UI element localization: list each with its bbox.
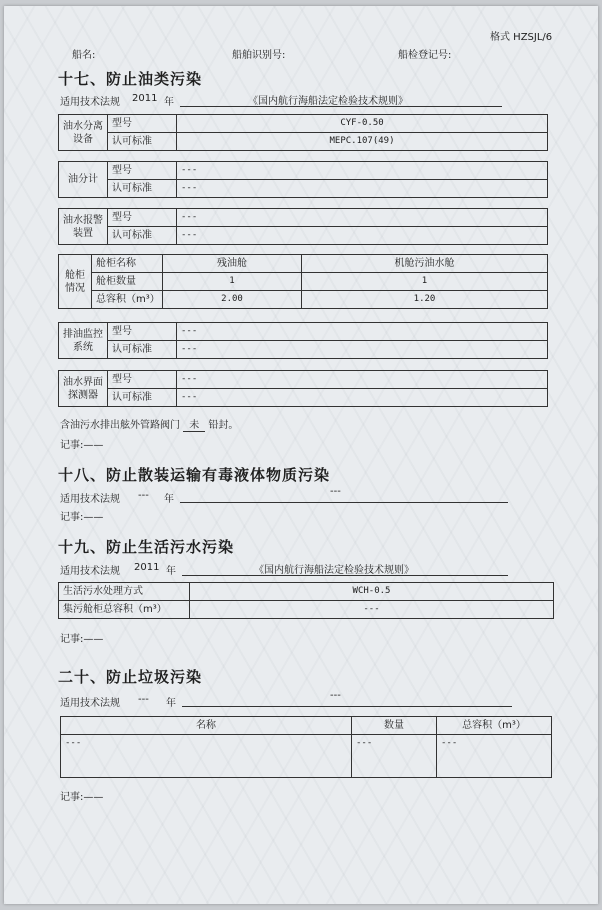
std-label: 认可标准 xyxy=(108,227,177,245)
type-label: 型号 xyxy=(108,371,177,389)
oil-meter-table xyxy=(58,161,548,198)
s20-notes: 记事:—— xyxy=(60,792,104,803)
oil-meter-type: --- xyxy=(177,162,548,180)
type-label: 型号 xyxy=(108,323,177,341)
std-label: 认可标准 xyxy=(108,180,177,198)
section-18-title: 十八、防止散装运输有毒液体物质污染 xyxy=(58,466,331,484)
discharge-monitor-label: 排油监控系统 xyxy=(59,323,108,359)
oil-alarm-label: 油水报警装置 xyxy=(59,209,108,245)
oil-alarm-type: --- xyxy=(177,209,548,227)
discharge-monitor-table xyxy=(58,322,548,359)
s17-notes: 记事:—— xyxy=(60,440,104,451)
oil-meter-label: 油分计 xyxy=(59,162,108,198)
s20-reg-underline xyxy=(182,706,512,707)
garbage-col-volume: 总容积（m³） xyxy=(437,717,552,735)
oil-alarm-table xyxy=(58,208,548,245)
sewage-method-label: 生活污水处理方式 xyxy=(59,583,190,601)
s19-notes: 记事:—— xyxy=(60,634,104,645)
discharge-monitor-type: --- xyxy=(177,323,548,341)
tank-count-1: 1 xyxy=(163,273,302,291)
s19-reg-suffix: 年 xyxy=(166,566,176,577)
valve-value: 未 xyxy=(183,416,205,432)
type-label: 型号 xyxy=(108,162,177,180)
oil-alarm-std: --- xyxy=(177,227,548,245)
valve-seal-text xyxy=(60,416,238,432)
s20-reg-name: --- xyxy=(330,690,341,701)
section-20-title: 二十、防止垃圾污染 xyxy=(58,668,203,686)
oil-meter-std: --- xyxy=(177,180,548,198)
garbage-col-qty: 数量 xyxy=(352,717,437,735)
s20-reg-prefix: 适用技术法规 xyxy=(60,698,120,709)
tank-volume-label: 总容积（m³） xyxy=(92,291,163,309)
std-label: 认可标准 xyxy=(108,389,177,407)
sewage-table xyxy=(58,582,554,619)
ship-id-label: 船舶识别号: xyxy=(232,50,286,61)
type-label: 型号 xyxy=(108,209,177,227)
garbage-row-qty: --- xyxy=(352,735,437,778)
valve-prefix: 含油污水排出舷外管路阀门 xyxy=(60,420,180,431)
oil-separator-type: CYF-0.50 xyxy=(177,115,548,133)
tank-volume-2: 1.20 xyxy=(302,291,548,309)
std-label: 认可标准 xyxy=(108,341,177,359)
section-17-title: 十七、防止油类污染 xyxy=(58,70,203,88)
s18-reg-suffix: 年 xyxy=(164,494,174,505)
s18-reg-prefix: 适用技术法规 xyxy=(60,494,120,505)
s19-reg-prefix: 适用技术法规 xyxy=(60,566,120,577)
type-label: 型号 xyxy=(108,115,177,133)
oil-separator-std: MEPC.107(49) xyxy=(177,133,548,151)
s17-reg-year: 2011 xyxy=(132,93,158,104)
s20-reg-suffix: 年 xyxy=(166,698,176,709)
tank-count-label: 舱柜数量 xyxy=(92,273,163,291)
ship-name-label: 船名: xyxy=(72,50,96,61)
s18-reg-year: --- xyxy=(138,490,149,501)
form-page xyxy=(4,6,598,904)
tank-name-label: 舱柜名称 xyxy=(92,255,163,273)
tank-volume-1: 2.00 xyxy=(163,291,302,309)
std-label: 认可标准 xyxy=(108,133,177,151)
tanks-table xyxy=(58,254,548,309)
s18-reg-underline xyxy=(180,502,508,503)
sewage-volume-value: --- xyxy=(190,601,554,619)
sewage-volume-label: 集污舱柜总容积（m³） xyxy=(59,601,190,619)
form-code: 格式 HZSJL/6 xyxy=(490,32,553,43)
garbage-row-volume: --- xyxy=(437,735,552,778)
oil-separator-table xyxy=(58,114,548,151)
s18-notes: 记事:—— xyxy=(60,512,104,523)
interface-detector-label: 油水界面探测器 xyxy=(59,371,108,407)
oil-separator-label: 油水分离设备 xyxy=(59,115,108,151)
reg-no-label: 船检登记号: xyxy=(398,50,452,61)
s18-reg-name: --- xyxy=(330,486,341,497)
s19-reg-name: 《国内航行海船法定检验技术规则》 xyxy=(254,565,414,576)
discharge-monitor-std: --- xyxy=(177,341,548,359)
tank-count-2: 1 xyxy=(302,273,548,291)
s19-reg-year: 2011 xyxy=(134,562,160,573)
interface-detector-table xyxy=(58,370,548,407)
sewage-method-value: WCH-0.5 xyxy=(190,583,554,601)
s17-reg-prefix: 适用技术法规 xyxy=(60,97,120,108)
s20-reg-year: --- xyxy=(138,694,149,705)
s17-reg-suffix: 年 xyxy=(164,97,174,108)
garbage-table xyxy=(60,716,552,778)
s17-reg-name: 《国内航行海船法定检验技术规则》 xyxy=(248,96,408,107)
tanks-label: 舱柜情况 xyxy=(59,255,92,309)
tank-name-2: 机舱污油水舱 xyxy=(302,255,548,273)
valve-suffix: 铅封。 xyxy=(208,420,239,431)
interface-detector-type: --- xyxy=(177,371,548,389)
garbage-row-name: --- xyxy=(61,735,352,778)
section-19-title: 十九、防止生活污水污染 xyxy=(58,538,235,556)
tank-name-1: 残油舱 xyxy=(163,255,302,273)
interface-detector-std: --- xyxy=(177,389,548,407)
garbage-col-name: 名称 xyxy=(61,717,352,735)
